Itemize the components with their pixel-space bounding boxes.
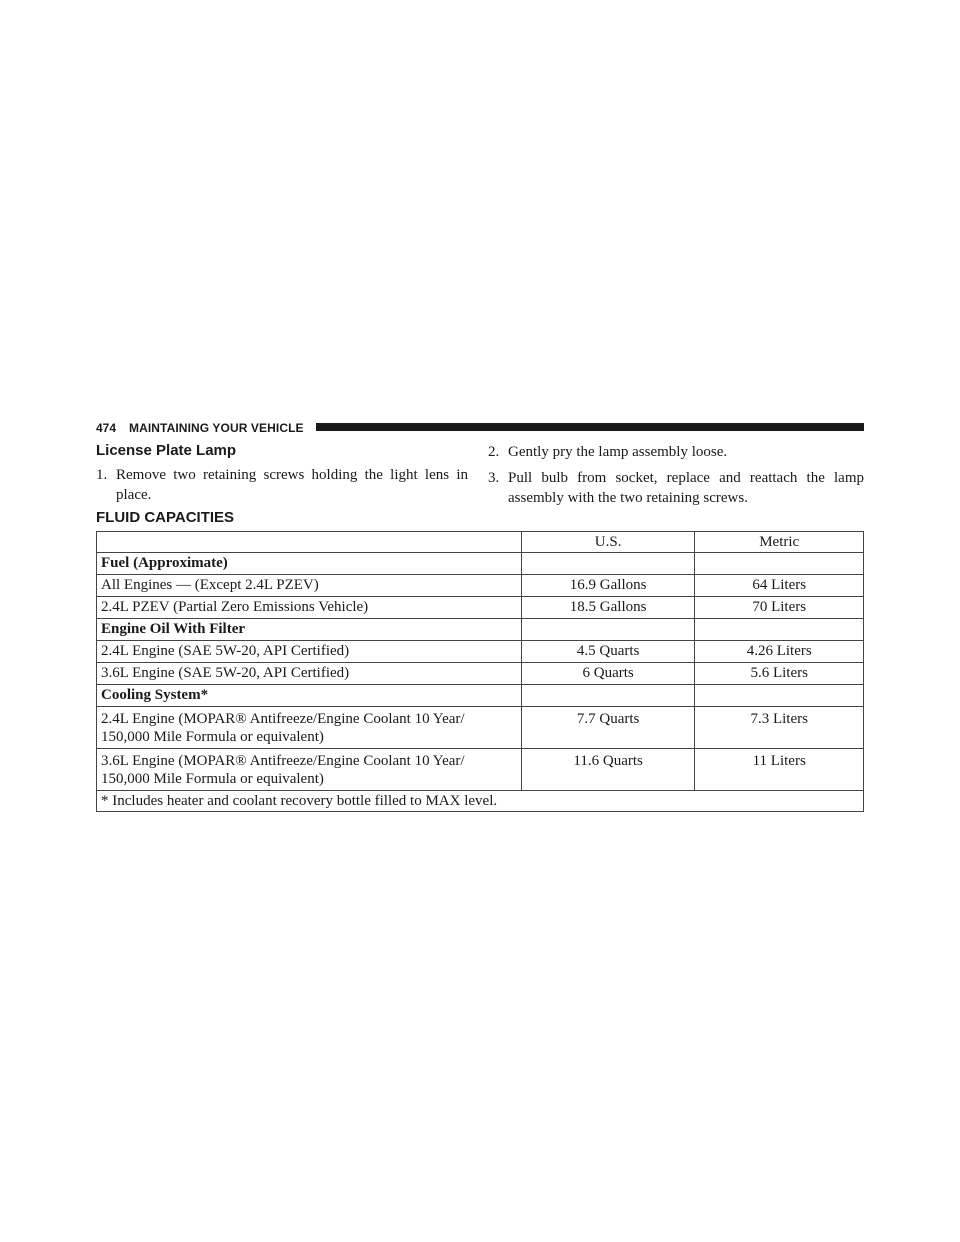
row-metric-value: 7.3 Liters: [695, 707, 864, 749]
row-us-value: 18.5 Gallons: [521, 597, 695, 619]
step-3-text: Pull bulb from socket, replace and reattach the lamp assembly with the two retaining screws.: [508, 470, 864, 506]
fluid-capacities-table: [96, 531, 864, 812]
row-us-value: 7.7 Quarts: [521, 707, 695, 749]
row-label: Engine Oil With Filter: [97, 619, 522, 641]
row-us-value: 11.6 Quarts: [521, 749, 695, 791]
step-2-text: Gently pry the lamp assembly loose.: [508, 444, 728, 460]
row-metric-value: [695, 553, 864, 575]
row-label: 2.4L PZEV (Partial Zero Emissions Vehicle): [97, 597, 522, 619]
row-us-value: 4.5 Quarts: [521, 641, 695, 663]
step-3-number: 3.: [488, 470, 500, 486]
row-us-value: [521, 685, 695, 707]
page-number: 474: [96, 421, 117, 435]
header-cell-metric: Metric: [695, 532, 864, 553]
row-label: 3.6L Engine (SAE 5W-20, API Certified): [97, 663, 522, 685]
row-metric-value: 4.26 Liters: [695, 641, 864, 663]
row-label: 2.4L Engine (SAE 5W-20, API Certified): [97, 641, 522, 663]
row-us-value: 6 Quarts: [521, 663, 695, 685]
page-header: [96, 418, 864, 438]
table-footnote: * Includes heater and coolant recovery bottle filled to MAX level.: [97, 791, 864, 812]
step-1-text: Remove two retaining screws holding the light lens in place.: [116, 467, 468, 503]
step-1: [96, 465, 468, 505]
table-row: [97, 553, 864, 575]
table-row: [97, 685, 864, 707]
row-label: Fuel (Approximate): [97, 553, 522, 575]
row-label: All Engines — (Except 2.4L PZEV): [97, 575, 522, 597]
table-row: [97, 575, 864, 597]
license-plate-heading: License Plate Lamp: [96, 442, 237, 459]
header-cell-item: [97, 532, 522, 553]
table-row: [97, 641, 864, 663]
row-metric-value: 11 Liters: [695, 749, 864, 791]
row-us-value: [521, 553, 695, 575]
section-title: MAINTAINING YOUR VEHICLE: [129, 421, 304, 435]
header-rule: [316, 423, 864, 431]
table-footnote-row: [97, 791, 864, 812]
header-cell-us: U.S.: [521, 532, 695, 553]
table-header-row: [97, 532, 864, 553]
row-us-value: [521, 619, 695, 641]
row-label: Cooling System*: [97, 685, 522, 707]
step-2-number: 2.: [488, 444, 500, 460]
fluid-capacities-heading: FLUID CAPACITIES: [96, 509, 235, 526]
table-row: [97, 597, 864, 619]
row-metric-value: [695, 685, 864, 707]
row-metric-value: 5.6 Liters: [695, 663, 864, 685]
step-3: [488, 468, 864, 508]
row-label: 3.6L Engine (MOPAR® Antifreeze/Engine Coolant 10 Year/ 150,000 Mile Formula or equivalent): [97, 749, 522, 791]
step-1-number: 1.: [96, 467, 108, 483]
row-metric-value: 70 Liters: [695, 597, 864, 619]
step-2: [488, 442, 864, 462]
row-metric-value: 64 Liters: [695, 575, 864, 597]
table-row: [97, 619, 864, 641]
table-row: [97, 749, 864, 791]
row-us-value: 16.9 Gallons: [521, 575, 695, 597]
row-label: 2.4L Engine (MOPAR® Antifreeze/Engine Coolant 10 Year/ 150,000 Mile Formula or equivalent): [97, 707, 522, 749]
steps-left-column: [96, 465, 468, 511]
table-row: [97, 707, 864, 749]
row-metric-value: [695, 619, 864, 641]
table-row: [97, 663, 864, 685]
steps-right-column: [488, 442, 864, 514]
